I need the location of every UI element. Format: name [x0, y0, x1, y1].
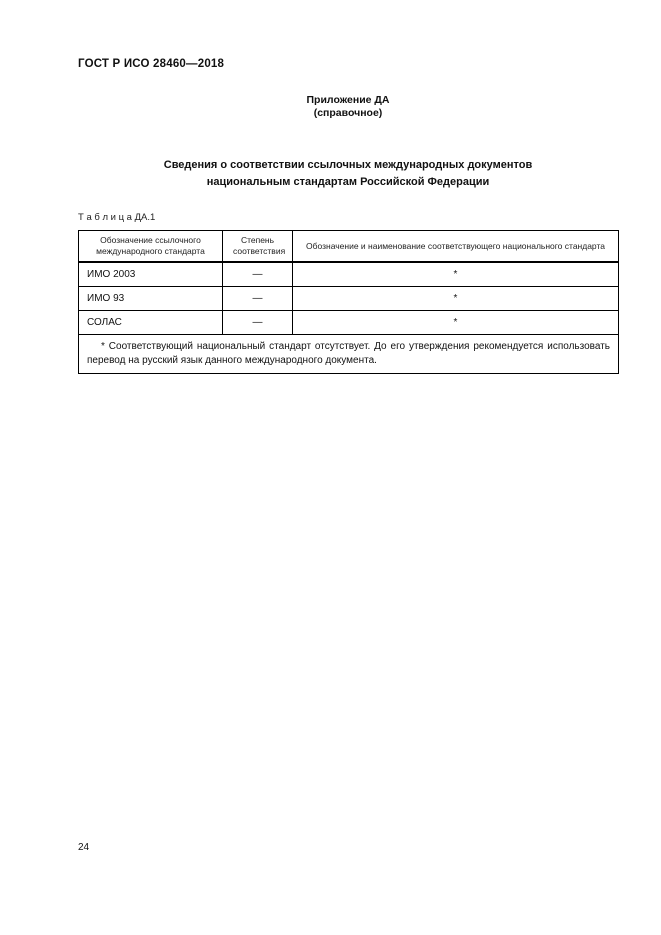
page-number: 24	[78, 842, 90, 853]
cell-national: *	[293, 311, 619, 335]
section-title-line1: Сведения о соответствии ссылочных международных документов	[163, 159, 533, 171]
table-row	[79, 287, 619, 311]
section-title-line2: национальным стандартам Российской Федерации	[206, 175, 490, 188]
table-caption: Т а б л и ц а ДА.1	[78, 212, 156, 223]
table-footnote-cell	[79, 335, 619, 374]
footnote-text: * Соответствующий национальный стандарт отсутствует. До его утверждения рекомендуется использовать перевод на русский язык данного международного документа.	[87, 341, 610, 367]
cell-degree: —	[223, 311, 293, 335]
cell-national: *	[293, 262, 619, 287]
table-footnote-row	[79, 335, 619, 374]
section-title	[78, 157, 618, 190]
column-header-degree: Степень соответствия	[223, 231, 293, 263]
cell-degree: —	[223, 262, 293, 287]
page-content	[0, 0, 661, 374]
table-header-row	[79, 231, 619, 263]
annex-title: Приложение ДА	[306, 94, 390, 106]
table-row	[79, 262, 619, 287]
cell-standard: СОЛАС	[79, 311, 223, 335]
cell-national: *	[293, 287, 619, 311]
annex-subtitle: (справочное)	[313, 107, 383, 119]
cell-degree: —	[223, 287, 293, 311]
table-row	[79, 311, 619, 335]
cell-standard: ИМО 2003	[79, 262, 223, 287]
cell-standard: ИМО 93	[79, 287, 223, 311]
doc-header: ГОСТ Р ИСО 28460—2018	[78, 58, 225, 70]
column-header-referenced-standard: Обозначение ссылочного международного стандарта	[79, 231, 223, 263]
column-header-national-standard: Обозначение и наименование соответствующего национального стандарта	[293, 231, 619, 263]
correspondence-table	[78, 230, 619, 374]
